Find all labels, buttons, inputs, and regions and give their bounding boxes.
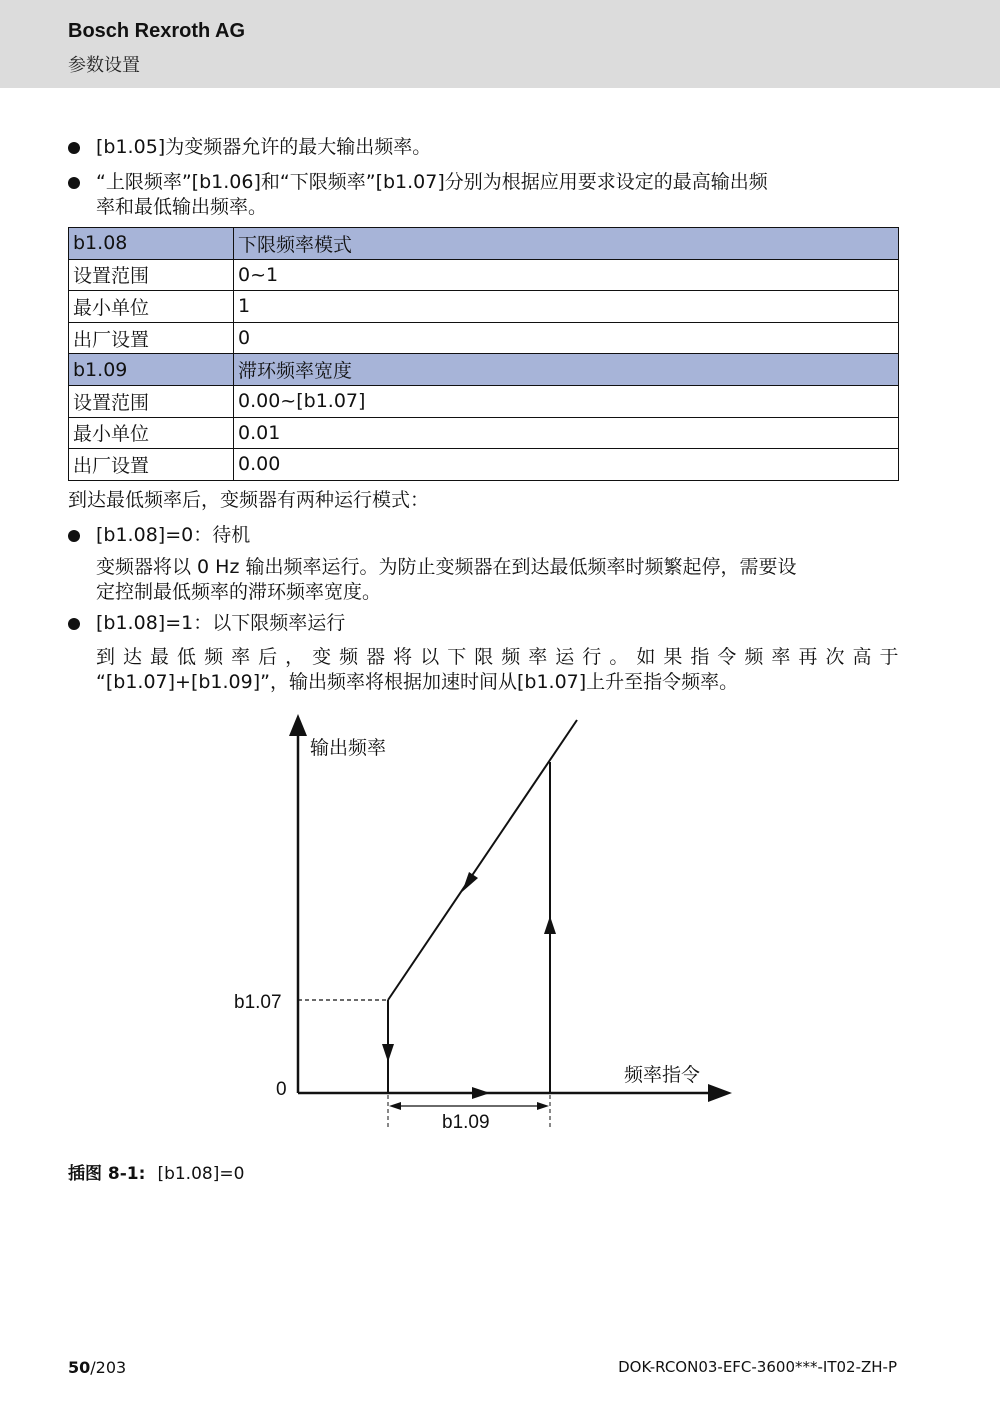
mode-0-line1: 变频器将以 0 Hz 输出频率运行。为防止变频器在到达最低频率时频繁起停，需要设 [96, 556, 797, 578]
x-run-arrow [472, 1087, 490, 1099]
bullet-max-frequency [68, 135, 900, 160]
row-value: 0 [234, 322, 899, 354]
bullet-text: [b1.05]为变频器允许的最大输出频率。 [96, 136, 432, 158]
row-value: 1 [234, 291, 899, 323]
mode-0-description [96, 555, 899, 605]
mode-0-line2: 定控制最低频率的滞环频率宽度。 [96, 581, 382, 603]
table-row [69, 385, 899, 417]
param-code: b1.08 [69, 228, 234, 260]
section-title: 参数设置 [68, 55, 140, 76]
mode-1-line1: 到达最低频率后，变频器将以下限频率运行。如果指令频率再次高于 [96, 646, 899, 668]
bullet-frequency-limits [68, 170, 900, 220]
document-id: DOK-RCON03-EFC-3600***-IT02-ZH-P [618, 1358, 897, 1376]
table-row [69, 417, 899, 449]
y-axis-arrow [289, 714, 307, 736]
mode-1-title: [b1.08]=1：以下限频率运行 [96, 612, 346, 634]
param-header-row [69, 228, 899, 260]
page-number [68, 1358, 126, 1377]
y-axis-label: 输出频率 [310, 737, 387, 759]
bullet-text-line2: 率和最低输出频率。 [96, 196, 268, 218]
origin-label: 0 [276, 1079, 287, 1100]
row-label: 最小单位 [69, 291, 234, 323]
band-dimension-arrow-left [389, 1102, 401, 1110]
b107-label: b1.07 [234, 992, 282, 1013]
page-total: /203 [90, 1358, 127, 1377]
caption-label: 插图 8-1: [68, 1164, 146, 1184]
row-label: 设置范围 [69, 259, 234, 291]
table-row [69, 322, 899, 354]
row-label: 出厂设置 [69, 449, 234, 481]
table-row [69, 291, 899, 323]
mode-1-line2: “[b1.07]+[b1.09]”，输出频率将根据加速时间从[b1.07]上升至指令频率。 [96, 671, 739, 693]
row-label: 最小单位 [69, 417, 234, 449]
param-header-row [69, 354, 899, 386]
bullet-dot [68, 142, 80, 154]
x-axis-label: 频率指令 [624, 1064, 701, 1086]
mode-0-title: [b1.08]=0：待机 [96, 524, 251, 546]
figure-caption [68, 1159, 244, 1184]
bullet-mode-1 [68, 611, 900, 636]
x-axis-arrow [708, 1084, 732, 1102]
bullet-text-line1: “上限频率”[b1.06]和“下限频率”[b1.07]分别为根据应用要求设定的最高输出频 [96, 171, 768, 193]
b109-label: b1.09 [442, 1112, 490, 1133]
bullet-dot [68, 618, 80, 630]
mode-1-description [96, 645, 899, 695]
row-label: 设置范围 [69, 385, 234, 417]
rise-up-arrow [544, 916, 556, 934]
bullet-dot [68, 530, 80, 542]
modes-intro: 到达最低频率后，变频器有两种运行模式： [68, 489, 430, 511]
param-code: b1.09 [69, 354, 234, 386]
hysteresis-diagram [0, 700, 1000, 1150]
param-name: 滞环频率宽度 [234, 354, 899, 386]
drop-down-arrow [382, 1044, 394, 1062]
parameter-table [68, 227, 899, 481]
table-row [69, 449, 899, 481]
row-value: 0.00 [234, 449, 899, 481]
row-value: 0~1 [234, 259, 899, 291]
company-name: Bosch Rexroth AG [68, 20, 246, 42]
row-value: 0.01 [234, 417, 899, 449]
ramp-down-arrow [462, 872, 478, 892]
band-dimension-arrow-right [537, 1102, 549, 1110]
bullet-dot [68, 177, 80, 189]
page-current: 50 [68, 1358, 91, 1377]
row-value: 0.00~[b1.07] [234, 385, 899, 417]
param-name: 下限频率模式 [234, 228, 899, 260]
caption-text: [b1.08]=0 [157, 1164, 245, 1184]
table-row [69, 259, 899, 291]
page-header [0, 0, 1000, 88]
row-label: 出厂设置 [69, 322, 234, 354]
bullet-mode-0 [68, 523, 900, 548]
ramp-line [388, 720, 577, 1000]
